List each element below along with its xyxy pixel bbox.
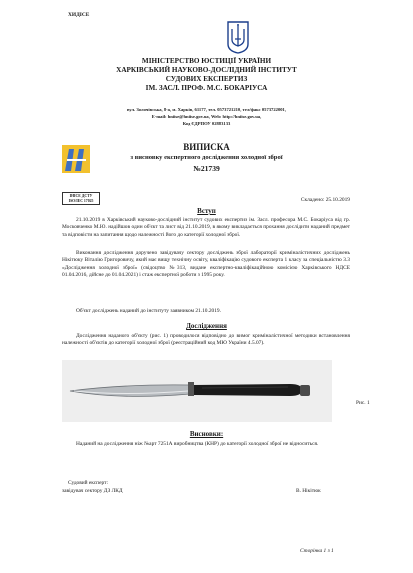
signature-name: В. Нікітюк: [296, 488, 321, 494]
conclusions-paragraph: Наданий на дослідження ніж №арт 7251А виробництва (КНР) до категорії холодної зброї не відноситься.: [76, 441, 319, 447]
document-number: №21739: [193, 164, 220, 173]
document-subtitle: з висновку експертного дослідження холодної зброї: [130, 154, 283, 161]
address-line2: E-mail: hniise@hniise.gov.ua, Web: http://hniise.gov.ua,: [151, 114, 262, 119]
knife-photo: [62, 360, 332, 422]
ministry-title: МІНІСТЕРСТВО ЮСТИЦІЇ УКРАЇНИ: [141, 57, 272, 65]
trident-emblem-icon: [226, 20, 250, 54]
research-heading: Дослідження: [186, 322, 227, 330]
intro-paragraph-2: Виконання дослідження доручено завідувачу сектору досліджень зброї лабораторії криміналістичних досліджень Нікітюку Віталію Григоровичу, який має вищу технічну освіту, кваліфікацію судового експерта 1 класу за спеціальністю 3.3 «Дослідження холодної зброї» (свідоцтво №313, видане експертно-кваліфікаційною комісією Харківського НДСЕ 01.04.2016, дійсне до 01.04.2021) і стаж експертної роботи з 1995 року.: [62, 250, 350, 279]
date-line: Складено: 25.10.2019: [300, 197, 350, 203]
accreditation-stamp: ІНІСЕ ДСТУ ISO/IEC 17025: [62, 192, 100, 205]
intro-heading: Вступ: [197, 207, 216, 215]
intro-paragraph-3: Об'єкт досліджень наданий до інституту заявником 21.10.2019.: [76, 308, 221, 314]
signature-role-line2: завідувач сектору ДЗ ЛКД: [62, 488, 123, 494]
figure-caption: Рис. 1: [356, 400, 370, 406]
signature-role-line1: Судовий експерт:: [68, 480, 108, 486]
research-paragraph: Дослідження наданого об'єкту (рис. 1) проводилося відповідно до вимог криміналістичної методики встановлення належності об'єктів до категорії холодної зброї (реєстраційний код МЮ України 4.5.07).: [62, 333, 350, 347]
institute-title-line3: ІМ. ЗАСЛ. ПРОФ. М.С. БОКАРІУСА: [145, 84, 268, 92]
document-heading: ВИПИСКА: [183, 142, 230, 152]
institute-title-line1: ХАРКІВСЬКИЙ НАУКОВО-ДОСЛІДНИЙ ІНСТИТУТ: [116, 66, 297, 74]
address-line3: Код ЄДРПОУ 02883133: [182, 121, 231, 126]
address-line1: вул. Золочівська, 8-а, м. Харків, 61177, тел. 0573721210, тел/факс 0573722001,: [127, 107, 286, 112]
page-number: Сторінка 1 з 1: [300, 548, 334, 554]
intro-paragraph-1: 21.10.2019 в Харківський науково-дослідний інститут судових експертиз ім. Засл. професора М.С. Бокаріуса від гр. Московченко М.Ю. надійшов один об'єкт та лист від 21.10.2019, в якому викладається прохання дослідити наданий предмет та відповісти на запитання щодо належності його до категорії холодної зброї.: [62, 217, 350, 238]
corner-label: ХИДІСЕ: [68, 12, 90, 18]
institute-title-line2: СУДОВИХ ЕКСПЕРТИЗ: [165, 75, 248, 83]
conclusions-heading: Висновки:: [189, 430, 224, 438]
